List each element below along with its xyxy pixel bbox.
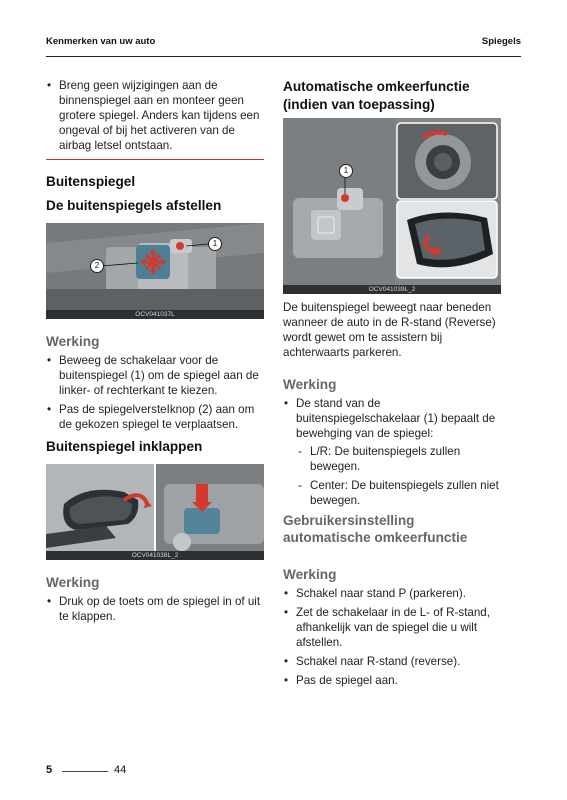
mirror-adjust-figure <box>46 223 264 319</box>
werking-list-1 <box>46 353 264 432</box>
werking-list-3 <box>283 396 501 441</box>
heading-inklappen: Buitenspiegel inklappen <box>46 439 203 454</box>
werking-heading-2: Werking <box>46 575 100 590</box>
heading-buitenspiegel: Buitenspiegel <box>46 174 136 189</box>
footer-page-number: 44 <box>114 764 127 776</box>
list-item: • Schakel naar R-stand (reverse). <box>283 654 501 669</box>
callout-1: 1 <box>208 237 222 251</box>
heading-gebruikersinstelling: Gebruikersinstelling automatische omkeerfunctie <box>283 513 468 545</box>
werking-heading-3: Werking <box>283 377 337 392</box>
figure-3-caption: OCV041039L_2 <box>283 285 501 294</box>
mirror-fold-illustration <box>46 464 264 560</box>
page-header-right: Spiegels <box>481 36 521 47</box>
list-item: • Beweeg de schakelaar voor de buitenspiegel (1) om de spiegel aan de linker- of rechterkant te kiezen. <box>46 353 264 398</box>
callout-2: 2 <box>90 259 104 273</box>
mirror-fold-figure <box>46 464 264 560</box>
figure-1-caption: OCV041037L <box>46 310 264 319</box>
footer-rule <box>62 771 108 772</box>
right-column <box>283 78 501 692</box>
werking-list-4 <box>283 586 501 688</box>
warning-divider <box>46 159 264 160</box>
list-item: • Zet de schakelaar in de L- of R-stand, afhankelijk van de spiegel die u wilt afstellen. <box>283 605 501 650</box>
page-header-left: Kenmerken van uw auto <box>46 36 156 47</box>
list-item: • De stand van de buitenspiegelschakelaar (1) bepaalt de bewehging van de spiegel: <box>283 396 501 441</box>
list-item: • Pas de spiegelversteIknop (2) aan om de gekozen spiegel te verplaatsen. <box>46 402 264 432</box>
warning-list <box>46 78 264 153</box>
figure-2-caption: OCV041038L_2 <box>46 551 264 560</box>
werking-heading-4: Werking <box>283 567 337 582</box>
callout-1: 1 <box>339 164 353 178</box>
left-column <box>46 78 264 628</box>
reverse-function-figure <box>283 118 501 294</box>
mirror-adjust-illustration <box>46 223 264 319</box>
reverse-function-illustration <box>283 118 501 294</box>
list-item: • Schakel naar stand P (parkeren). <box>283 586 501 601</box>
heading-afstellen: De buitenspiegels afstellen <box>46 198 222 213</box>
dash-item: - Center: De buitenspiegels zullen niet bewegen. <box>296 478 501 508</box>
list-item: • Druk op de toets om de spiegel in of uit te klappen. <box>46 594 264 624</box>
heading-omkeerfunctie: Automatische omkeerfunctie (indien van toepassing) <box>283 79 470 112</box>
dash-list <box>296 444 501 508</box>
header-rule <box>46 56 521 57</box>
werking-list-2 <box>46 594 264 624</box>
list-item: • Pas de spiegel aan. <box>283 673 501 688</box>
dash-item: - L/R: De buitenspiegels zullen bewegen. <box>296 444 501 474</box>
werking-heading-1: Werking <box>46 334 100 349</box>
footer-section-number: 5 <box>46 764 53 776</box>
warning-bullet: • Breng geen wijzigingen aan de binnenspiegel aan en monteer geen grotere spiegel. Anders kan tijdens een ongeval of bij het activeren van de airbag letsel ontstaan. <box>46 78 264 153</box>
intro-paragraph: De buitenspiegel beweegt naar beneden wanneer de auto in de R-stand (Reverse) wordt gewet om te assistern bij achterwaarts parkeren. <box>283 301 496 359</box>
